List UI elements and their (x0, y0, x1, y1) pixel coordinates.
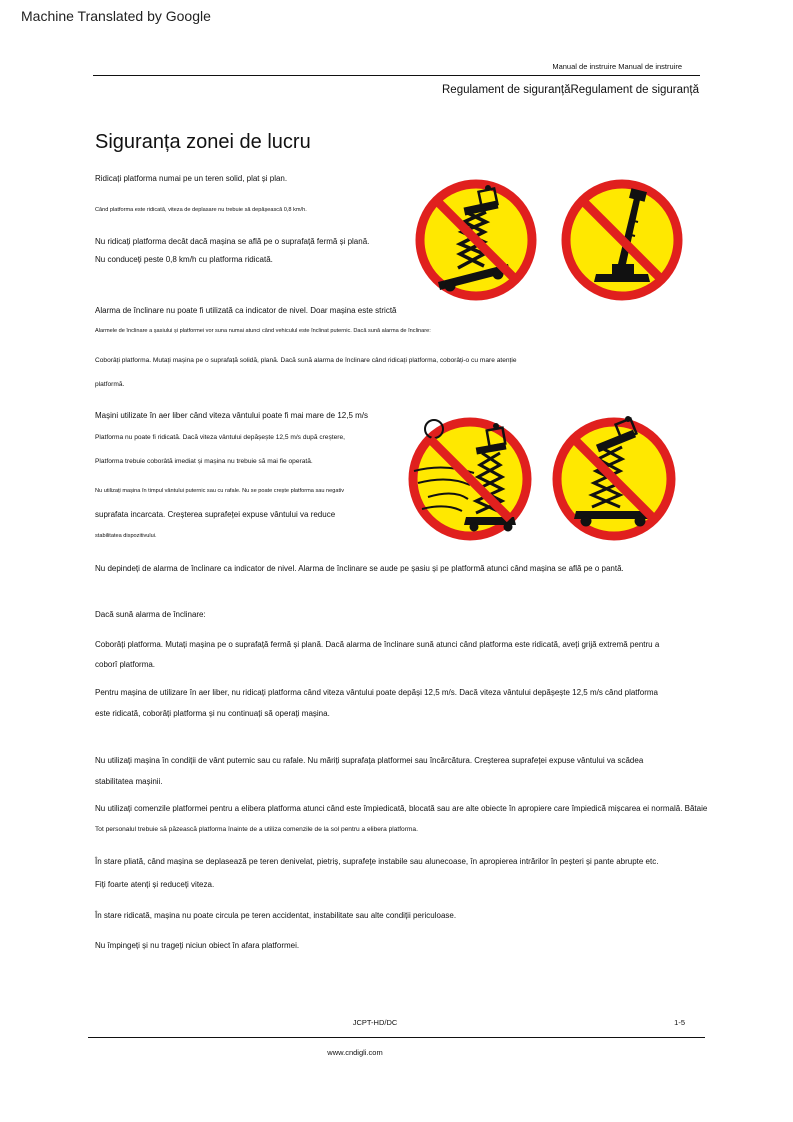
paragraph-platform-word: platformă. (95, 381, 125, 388)
document-code: JCPT-HD/DC (352, 1018, 398, 1027)
paragraph-outdoor-wind: Mașini utilizate în aer liber când viteza vântului poate fi mai mare de 12,5 m/s (95, 411, 369, 420)
paragraph-outdoor-use: Pentru mașina de utilizare în aer liber, nu ridicați platforma când viteza vântului poate depăși 12,5 m/s. Dacă viteza vântului depășește 12,5 m/s când platforma (95, 688, 658, 697)
machine-translation-banner: Machine Translated by Google (21, 8, 211, 24)
paragraph-tilt-alarm-level: Alarma de înclinare nu poate fi utilizată ca indicator de nivel. Doar mașina este strictă (95, 306, 397, 315)
paragraph-folded-travel: În stare pliată, când mașina se deplasează pe teren denivelat, pietriș, suprafețe instabile sau alunecoase, în apropierea intrărilor în peșteri și pante abrupte etc. (95, 857, 659, 866)
paragraph-raised-travel: În stare ridicată, mașina nu poate circula pe teren accidentat, instabilitate sau alte condiții periculoase. (95, 911, 457, 920)
prohibited-lift-in-strong-wind-icon (404, 413, 536, 541)
footer-rule (88, 1037, 705, 1038)
paragraph-gusty-wind: Nu utilizați mașina în condiții de vânt puternic sau cu rafale. Nu măriți suprafața platformei sau încărcătura. Creșterea suprafeței expuse vântului va scădea (95, 756, 644, 765)
header-rule (93, 75, 700, 76)
paragraph-lower-platform-2: coborî platforma. (95, 660, 156, 669)
prohibited-lift-tilted-platform-icon (548, 413, 680, 541)
manual-header-small: Manual de instruire Manual de instruire (552, 62, 682, 71)
paragraph-no-push-pull: Nu împingeți și nu trageți niciun obiect în afara platformei. (95, 941, 300, 950)
paragraph-tilt-not-level: Nu depindeți de alarma de înclinare ca indicator de nivel. Alarma de înclinare se aude pe șasiu și pe platformă atunci când mașina se află pe o pantă. (95, 564, 624, 573)
paragraph-wind-limit: Platforma nu poate fi ridicată. Dacă viteza vântului depășește 12,5 m/s după creștere, (95, 434, 345, 441)
paragraph-machine-stability: stabilitatea mașinii. (95, 777, 163, 786)
paragraph-level-ground: Ridicați platforma numai pe un teren solid, plat și plan. (95, 174, 288, 183)
paragraph-firm-surface: Nu ridicați platforma decât dacă mașina se află pe o suprafață fermă și plană. (95, 237, 370, 246)
paragraph-loaded-surface: suprafata incarcata. Creșterea suprafeței expuse vântului va reduce (95, 510, 336, 519)
paragraph-lower-firm: Coborâți platforma. Mutați mașina pe o suprafață fermă și plană. Dacă alarma de înclinare sună atunci când platforma este ridicată, aveți grijă extremă pentru a (95, 640, 660, 649)
manual-header-large: Regulament de siguranțăRegulament de siguranță (442, 84, 699, 96)
paragraph-strong-wind: Nu utilizați mașina în timpul vântului puternic sau cu rafale. Nu se poate crește platforma sau negativ (95, 488, 345, 494)
paragraph-drive-speed: Nu conduceți peste 0,8 km/h cu platforma ridicată. (95, 255, 273, 264)
page-title: Siguranța zonei de lucru (95, 131, 311, 153)
paragraph-travel-speed-note: Când platforma este ridicată, viteza de deplasare nu trebuie să depășească 0,8 km/h. (95, 207, 307, 213)
paragraph-lower-platform: Coborâți platforma. Mutați mașina pe o suprafață solidă, plană. Dacă sună alarma de înclinare când ridicați platforma, coborâți-o cu mare atenție (95, 357, 517, 364)
paragraph-if-alarm: Dacă sună alarma de înclinare: (95, 610, 206, 619)
paragraph-device-stability: stabilitatea dispozitivului. (95, 533, 157, 539)
page-number: 1-5 (674, 1018, 685, 1027)
paragraph-blocked-platform: Nu utilizați comenzile platformei pentru a elibera platforma atunci când este împiedicată, blocată sau are alte obiecte în apropiere care împiedică mișcarea ei normală. Bătaie (95, 804, 708, 813)
paragraph-ground-controls: Tot personalul trebuie să păzească platforma înainte de a utiliza comenzile de la sol pentru a elibera platforma. (95, 826, 418, 833)
paragraph-tilt-alarm-sound: Alarmele de înclinare a șasiului și platformei vor suna numai atunci când vehiculul este înclinat puternic. Dacă sună alarma de înclinare: (95, 328, 431, 334)
prohibited-scissor-lift-on-slope-icon (414, 178, 538, 302)
prohibited-boom-lift-tipping-icon (560, 178, 684, 302)
website-url: www.cndigli.com (327, 1048, 383, 1057)
paragraph-stop-operating: este ridicată, coborâți platforma și nu continuați să operați mașina. (95, 709, 330, 718)
paragraph-lower-immediately: Platforma trebuie coborâtă imediat și mașina nu trebuie să mai fie operată. (95, 458, 313, 465)
paragraph-reduce-speed: Fiți foarte atenți și reduceți viteza. (95, 880, 215, 889)
